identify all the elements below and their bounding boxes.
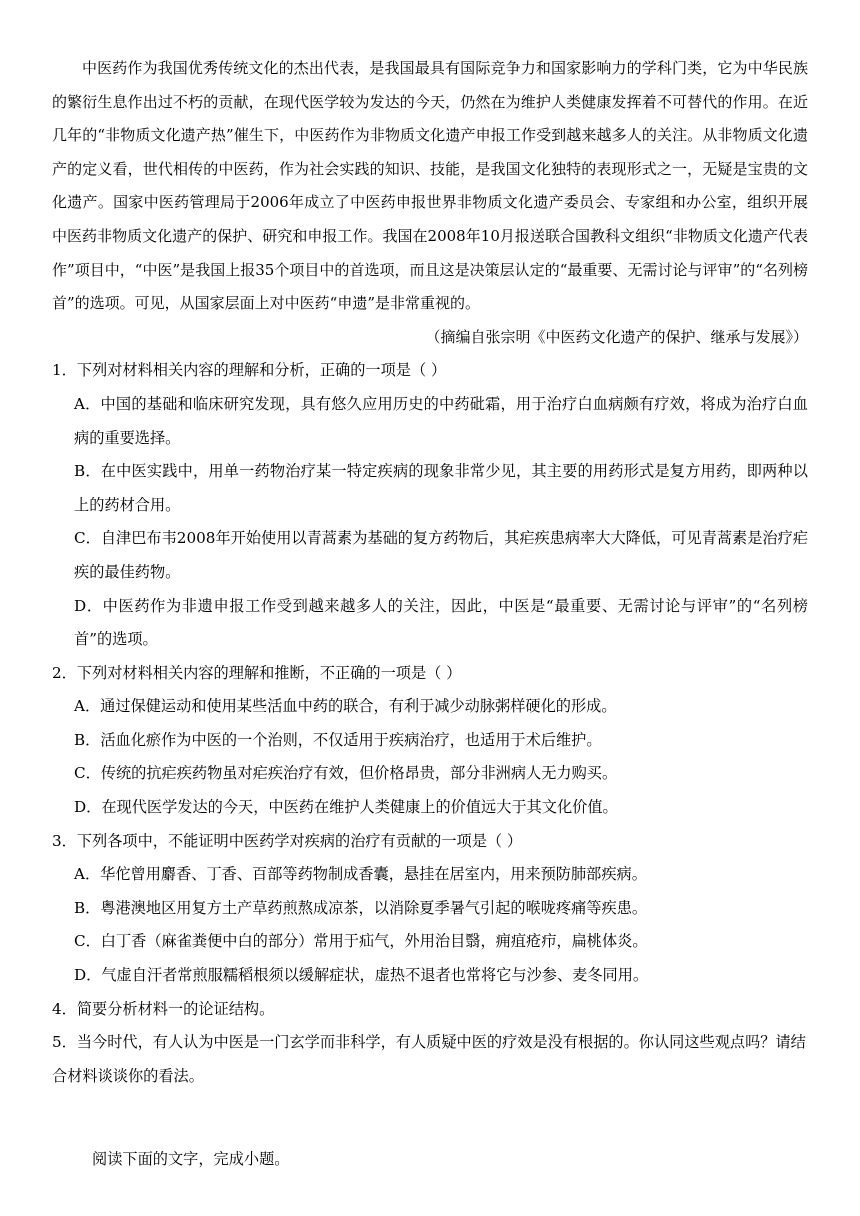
question-1 xyxy=(52,354,808,656)
reading-passage xyxy=(52,52,808,321)
option-d: D．在现代医学发达的今天，中医药在维护人类健康上的价值远大于其文化价值。 xyxy=(74,798,618,817)
question-stem: 3．下列各项中，不能证明中医药学对疾病的治疗有贡献的一项是（ ） xyxy=(52,831,523,850)
option-d: D．中医药作为非遗申报工作受到越来越多人的关注，因此，中医是“最重要、无需讨论与评审”的“名列榜首”的选项。 xyxy=(74,596,808,649)
question-stem: 4．简要分析材料一的论证结构。 xyxy=(52,999,275,1018)
option-d: D．气虚自汗者常煎服糯稻根须以缓解症状，虚热不退者也常将它与沙参、麦冬同用。 xyxy=(74,966,649,985)
question-4 xyxy=(52,993,808,1027)
question-stem: 2．下列对材料相关内容的理解和推断，不正确的一项是（ ） xyxy=(52,663,462,682)
option-a: A．中国的基础和临床研究发现，具有悠久应用历史的中药砒霜，用于治疗白血病颇有疗效，将成为治疗白血病的重要选择。 xyxy=(74,394,808,447)
option-a: A．通过保健运动和使用某些活血中药的联合，有利于减少动脉粥样硬化的形成。 xyxy=(74,697,617,716)
question-stem: 1．下列对材料相关内容的理解和分析，正确的一项是（ ） xyxy=(52,361,447,380)
option-c: C．传统的抗疟疾药物虽对疟疾治疗有效，但价格昂贵，部分非洲病人无力购买。 xyxy=(74,764,618,783)
question-3 xyxy=(52,825,808,993)
reading-instruction: 阅读下面的文字，完成小题。 xyxy=(92,1150,290,1169)
passage-paragraph: 中医药作为我国优秀传统文化的杰出代表，是我国最具有国际竞争力和国家影响力的学科门类，它为中华民族的繁衍生息作出过不朽的贡献，在现代医学较为发达的今天，仍然在为维护人类健康发挥着不可替代的作用。在近几年的“非物质文化遗产热”催生下，中医药作为非物质文化遗产申报工作受到越来越多人的关注。从非物质文化遗产的定义看，世代相传的中医药，作为社会实践的知识、技能，是我国文化独特的表现形式之一，无疑是宝贵的文化遗产。国家中医药管理局于2006年成立了中医药申报世界非物质文化遗产委员会、专家组和办公室，组织开展中医药非物质文化遗产的保护、研究和申报工作。我国在2008年10月报送联合国教科文组织“非物质文化遗产代表作”项目中，“中医”是我国上报35个项目中的首选项，而且这是决策层认定的“最重要、无需讨论与评审”的“名列榜首”的选项。可见，从国家层面上对中医药“申遗”是非常重视的。 xyxy=(52,59,808,313)
option-a: A．华佗曾用麝香、丁香、百部等药物制成香囊，悬挂在居室内，用来预防肺部疾病。 xyxy=(74,865,647,884)
question-2 xyxy=(52,657,808,825)
option-b: B．活血化瘀作为中医的一个治则，不仅适用于疾病治疗，也适用于术后维护。 xyxy=(74,730,602,749)
option-b: B．粤港澳地区用复方土产草药煎熬成凉茶，以消除夏季暑气引起的喉咙疼痛等疾患。 xyxy=(74,898,648,917)
question-stem: 5．当今时代，有人认为中医是一门玄学而非科学，有人质疑中医的疗效是没有根据的。你认同这些观点吗？请结合材料谈谈你的看法。 xyxy=(52,1033,806,1085)
passage-source: （摘编自张宗明《中医药文化遗产的保护、继承与发展》） xyxy=(425,327,808,346)
option-b: B．在中医实践中，用单一药物治疗某一特定疾病的现象非常少见，其主要的用药形式是复方用药，即两种以上的药材合用。 xyxy=(74,462,808,514)
question-list xyxy=(52,354,808,1093)
question-5 xyxy=(52,1026,808,1093)
option-c: C．白丁香（麻雀粪便中白的部分）常用于疝气，外用治目翳，痈疽疮疖，扁桃体炎。 xyxy=(74,932,648,951)
option-c: C．自津巴布韦2008年开始使用以青蒿素为基础的复方药物后，其疟疾患病率大大降低，可见青蒿素是治疗疟疾的最佳药物。 xyxy=(74,529,808,581)
